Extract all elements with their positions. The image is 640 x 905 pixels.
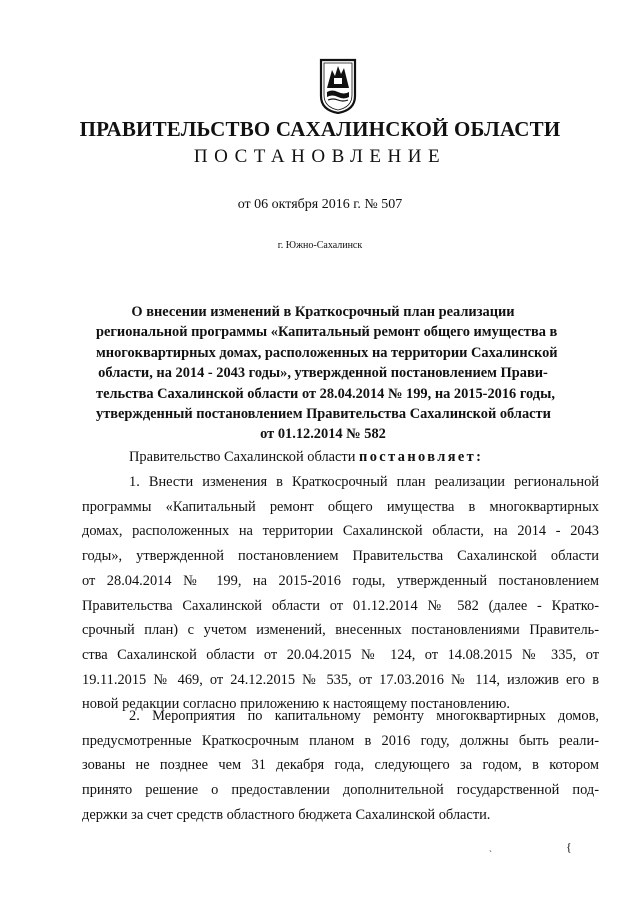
document-city: г. Южно-Сахалинск [277, 240, 363, 251]
subject-line: утвержденный постановлением Правительства Сахалинской области [96, 406, 551, 423]
paragraph-2 [82, 704, 599, 828]
paragraph-line: срочный план) с учетом изменений, внесенных постановлениями Правитель- [82, 622, 599, 639]
paragraph-line: Правительства Сахалинской области от 01.12.2014 № 582 (далее - Кратко- [82, 597, 599, 614]
document-date-number: от 06 октября 2016 г. № 507 [237, 197, 403, 212]
paragraph-line: ства Сахалинской области от 20.04.2015 № 124, от 14.08.2015 № 335, от [82, 646, 599, 663]
paragraph-line: предусмотренные Краткосрочным планом в 2016 году, должны быть реали- [82, 732, 599, 749]
paragraph-line: домах, расположенных на территории Сахалинской области, на 2014 - 2043 [82, 523, 599, 540]
document-type: ПОСТАНОВЛЕНИЕ [193, 146, 447, 167]
paragraph-line: программы «Капитальный ремонт общего имущества в многоквартирных [82, 498, 599, 515]
decree-intro [82, 445, 599, 470]
paragraph-line: принято решение о предоставлении дополнительной государственной под- [82, 782, 599, 799]
government-title: ПРАВИТЕЛЬСТВО САХАЛИНСКОЙ ОБЛАСТИ [79, 117, 561, 141]
coat-of-arms-icon [318, 58, 358, 114]
intro-text: Правительство Сахалинской области [129, 449, 359, 465]
stray-mark: { [566, 840, 572, 854]
paragraph-line: 1. Внести изменения в Краткосрочный план реализации региональной [129, 474, 599, 490]
paragraph-line: годы», утвержденной постановлением Правительства Сахалинской области [82, 548, 599, 565]
document-subject [96, 302, 558, 445]
subject-line: тельства Сахалинской области от 28.04.2014 № 199, на 2015-2016 годы, [96, 385, 555, 402]
subject-line: области, на 2014 - 2043 годы», утвержденной постановлением Прави- [98, 365, 548, 382]
stray-mark: ˎ [489, 842, 492, 852]
paragraph-line: зованы не позднее чем 31 декабря года, следующего за годом, в котором [82, 757, 599, 774]
subject-line: О внесении изменений в Краткосрочный план реализации [131, 304, 515, 320]
subject-line: от 01.12.2014 № 582 [260, 426, 386, 443]
subject-line: многоквартирных домах, расположенных на территории Сахалинской [96, 344, 558, 361]
paragraph-line: новой редакции согласно приложению к настоящему постановлению. [82, 696, 510, 713]
decree-intro-line [82, 445, 599, 470]
decree-word: постановляет: [359, 449, 484, 465]
paragraph-line: 2. Мероприятия по капитальному ремонту многоквартирных домов, [129, 708, 599, 724]
paragraph-line: держки за счет средств областного бюджета Сахалинской области. [82, 806, 491, 823]
paragraph-1 [82, 470, 599, 717]
paragraph-line: от 28.04.2014 № 199, на 2015-2016 годы, утвержденный постановлением [82, 572, 599, 589]
paragraph-line: 19.11.2015 № 469, от 24.12.2015 № 535, от 17.03.2016 № 114, изложив его в [82, 671, 599, 688]
subject-line: региональной программы «Капитальный ремонт общего имущества в [96, 324, 558, 341]
